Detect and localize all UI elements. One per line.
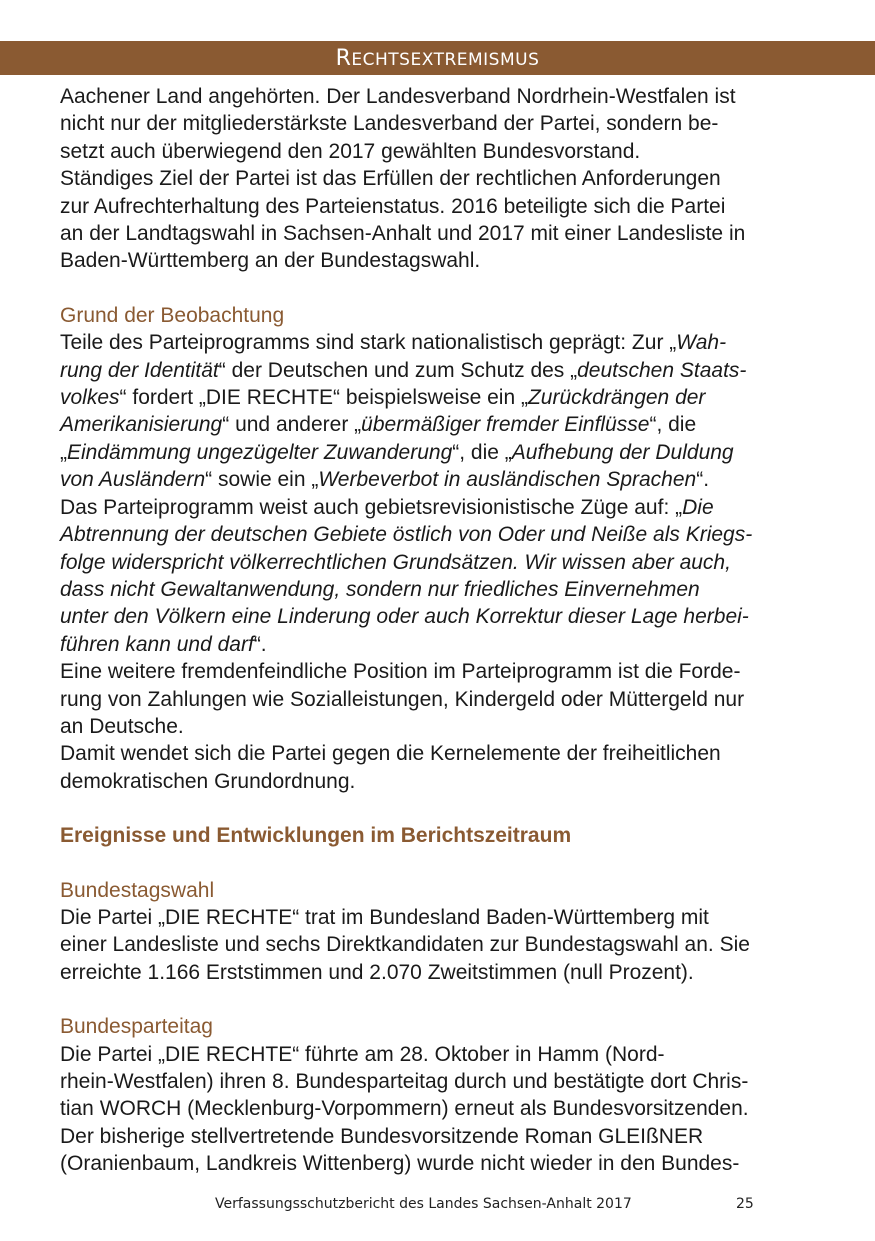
text-line: Damit wendet sich die Partei gegen die Kernelemente der freiheitlichen — [60, 742, 721, 766]
text-line: Baden-Württemberg an der Bundestagswahl. — [60, 249, 481, 273]
text-line: Die Partei „DIE RECHTE“ trat im Bundesland Baden-Württemberg mit — [60, 905, 709, 929]
text-line: Eine weitere fremdenfeindliche Position im Parteiprogramm ist die Forde- — [60, 660, 741, 684]
paragraph-1 — [60, 83, 820, 165]
text-run: „ — [60, 440, 67, 464]
text-line: erreichte 1.166 Erststimmen und 2.070 Zweitstimmen (null Prozent). — [60, 960, 694, 984]
text-run: “. — [253, 632, 267, 656]
quote-run: Aufhebung der Duldung — [511, 440, 734, 464]
text-run: “, die — [649, 413, 697, 437]
paragraph-bundestagswahl — [60, 904, 820, 986]
text-line: nicht nur der mitgliederstärkste Landesverband der Partei, sondern be- — [60, 112, 719, 136]
text-line: Die Partei „DIE RECHTE“ führte am 28. Oktober in Hamm (Nord- — [60, 1042, 665, 1066]
page-number: 25 — [736, 1196, 754, 1212]
text-run: “ sowie ein „ — [205, 468, 319, 492]
heading-bundesparteitag: Bundesparteitag — [60, 1015, 213, 1039]
text-run: “. — [696, 468, 710, 492]
quote-run: Wah- — [676, 331, 727, 355]
text-line: rung von Zahlungen wie Sozialleistungen, Kindergeld oder Müttergeld nur — [60, 687, 745, 711]
paragraph-bundesparteitag — [60, 1041, 820, 1178]
text-run: “ fordert „DIE RECHTE“ beispielsweise ein „ — [119, 386, 528, 410]
header-first-letter: R — [335, 46, 352, 71]
header-rest: ECHTSEXTREMISMUS — [351, 50, 540, 70]
text-line: zur Aufrechterhaltung des Parteienstatus. 2016 beteiligte sich die Partei — [60, 194, 726, 218]
text-run: Das Parteiprogramm weist auch gebietsrevisionistische Züge auf: „ — [60, 495, 683, 519]
heading-ereignisse: Ereignisse und Entwicklungen im Berichtszeitraum — [60, 824, 572, 848]
quote-run: dass nicht Gewaltanwendung, sondern nur friedliches Einvernehmen — [60, 577, 700, 601]
quote-run: unter den Völkern eine Linderung oder auch Korrektur dieser Lage herbei- — [60, 605, 749, 629]
text-line: Der bisherige stellvertretende Bundesvorsitzende Roman GLEIßNER — [60, 1124, 704, 1148]
heading-grund: Grund der Beobachtung — [60, 303, 285, 327]
quote-run: rung der Identität — [60, 358, 219, 382]
quote-run: führen kann und darf — [60, 632, 254, 656]
text-run: Teile des Parteiprogramms sind stark nationalistisch geprägt: Zur „ — [60, 331, 677, 355]
text-line: Ständiges Ziel der Partei ist das Erfüllen der rechtlichen Anforderungen — [60, 167, 721, 191]
quote-run: Amerikanisierung — [60, 413, 223, 437]
footer-title: Verfassungsschutzbericht des Landes Sachsen-Anhalt 2017 — [215, 1196, 632, 1212]
text-run: “, die „ — [452, 440, 512, 464]
quote-run: deutschen Staats- — [577, 358, 747, 382]
text-line: an der Landtagswahl in Sachsen-Anhalt und 2017 mit einer Landesliste in — [60, 222, 746, 246]
quote-run: Werbeverbot in ausländischen Sprachen — [318, 468, 697, 492]
paragraph-2 — [60, 165, 820, 275]
text-run: “ der Deutschen und zum Schutz des „ — [218, 358, 578, 382]
text-line: Aachener Land angehörten. Der Landesverband Nordrhein-Westfalen ist — [60, 85, 736, 108]
heading-bundestagswahl: Bundestagswahl — [60, 878, 215, 902]
text-line: rhein-Westfalen) ihren 8. Bundesparteitag durch und bestätigte dort Chris- — [60, 1070, 749, 1093]
text-line: setzt auch überwiegend den 2017 gewählten Bundesvorstand. — [60, 139, 641, 163]
quote-run: folge widerspricht völkerrechtlichen Grundsätzen. Wir wissen aber auch, — [60, 550, 731, 574]
page-content — [60, 83, 820, 1178]
quote-run: Eindämmung ungezügelter Zuwanderung — [67, 440, 453, 464]
quote-run: volkes — [60, 386, 120, 410]
quote-run: Die — [682, 495, 714, 519]
quote-run: Zurückdrängen der — [527, 386, 706, 410]
quote-run: Abtrennung der deutschen Gebiete östlich von Oder und Neiße als Kriegs- — [60, 523, 753, 547]
text-line: demokratischen Grundordnung. — [60, 769, 356, 793]
paragraph-grund — [60, 329, 820, 795]
quote-run: von Ausländern — [60, 468, 206, 492]
section-header — [0, 41, 875, 75]
text-line: tian WORCH (Mecklenburg-Vorpommern) erneut als Bundesvorsitzenden. — [60, 1097, 749, 1121]
text-run: “ und anderer „ — [222, 413, 362, 437]
text-line: einer Landesliste und sechs Direktkandidaten zur Bundestagswahl an. Sie — [60, 933, 750, 957]
text-line: an Deutsche. — [60, 714, 184, 738]
text-line: (Oranienbaum, Landkreis Wittenberg) wurde nicht wieder in den Bundes- — [60, 1152, 740, 1176]
quote-run: übermäßiger fremder Einflüsse — [361, 413, 650, 437]
